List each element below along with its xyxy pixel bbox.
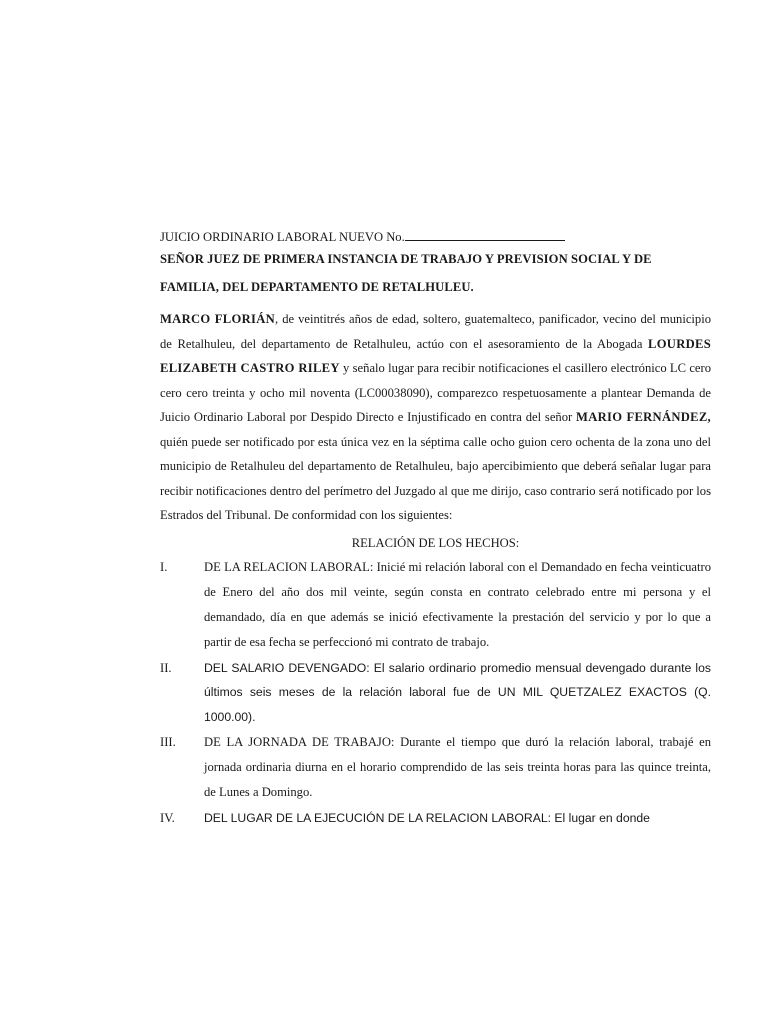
addressee-heading-line-2: FAMILIA, DEL DEPARTAMENTO DE RETALHULEU. (160, 280, 474, 294)
case-number-blank (405, 229, 565, 241)
fact-numeral: I. (160, 559, 168, 574)
fact-numeral: III. (160, 735, 176, 749)
intro-text-1: , de veintitrés años de edad, soltero, guatemalteco, panificador, vecino del municipio de Retalhuleu, del departamento de Retalhuleu, actúo con el asesoramiento de la Abogada (160, 312, 712, 351)
case-number-line (160, 227, 711, 247)
fact-item (160, 730, 711, 805)
fact-text: DEL LUGAR DE LA EJECUCIÓN DE LA RELACION LABORAL: El lugar en donde (204, 811, 650, 825)
document-body (160, 227, 711, 831)
fact-text: DE LA RELACION LABORAL: Inicié mi relación laboral con el Demandado en fecha veinticuatro de Enero del año dos mil veinte, según consta en contrato celebrado entre mi persona y el demandado, día en que además se inició efectivamente la prestación del servicio y por lo que a partir de esa fecha se perfeccionó mi contrato de trabajo. (204, 559, 711, 649)
defendant-name: MARIO FERNÁNDEZ, (576, 410, 711, 424)
fact-numeral: IV. (160, 811, 175, 825)
lawyer-name: LOURDES ELIZABETH CASTRO RILEY (160, 336, 711, 375)
fact-item (160, 806, 711, 831)
fact-item (160, 555, 711, 655)
intro-paragraph (160, 307, 711, 528)
fact-text: DEL SALARIO DEVENGADO: El salario ordinario promedio mensual devengado durante los últimos seis meses de la relación laboral fue de UN MIL QUETZALEZ EXACTOS (Q. 1000.00). (204, 660, 711, 724)
intro-text-2: y señalo lugar para recibir notificaciones el casillero electrónico LC cero cero cero treinta y ocho mil noventa (LC00038090), comparezco respetuosamente a plantear Demanda de Juicio Ordinario Laboral por Despido Directo e Injustificado en contra del señor (160, 361, 711, 424)
fact-text: DE LA JORNADA DE TRABAJO: Durante el tiempo que duró la relación laboral, trabajé en jornada ordinaria diurna en el horario comprendido de las seis treinta horas para las quince treinta, de Lunes a Domingo. (204, 735, 711, 799)
facts-section-title: RELACIÓN DE LOS HECHOS: (351, 535, 520, 550)
plaintiff-name: MARCO FLORIÁN (160, 312, 275, 326)
fact-item (160, 656, 711, 730)
intro-text-3: quién puede ser notificado por esta única vez en la séptima calle ocho guion cero ochenta de la zona uno del municipio de Retalhuleu del departamento de Retalhuleu, bajo apercibimiento que deberá señalar lugar para recibir notificaciones dentro del perímetro del Juzgado al que me dirijo, caso contrario será notificado por los Estrados del Tribunal. De conformidad con los siguientes: (160, 434, 711, 522)
fact-numeral: II. (160, 660, 172, 675)
addressee-heading-line-1: SEÑOR JUEZ DE PRIMERA INSTANCIA DE TRABAJO Y PREVISION SOCIAL Y DE (160, 252, 652, 266)
facts-list (160, 555, 711, 832)
case-line-label: JUICIO ORDINARIO LABORAL NUEVO No. (160, 230, 405, 244)
